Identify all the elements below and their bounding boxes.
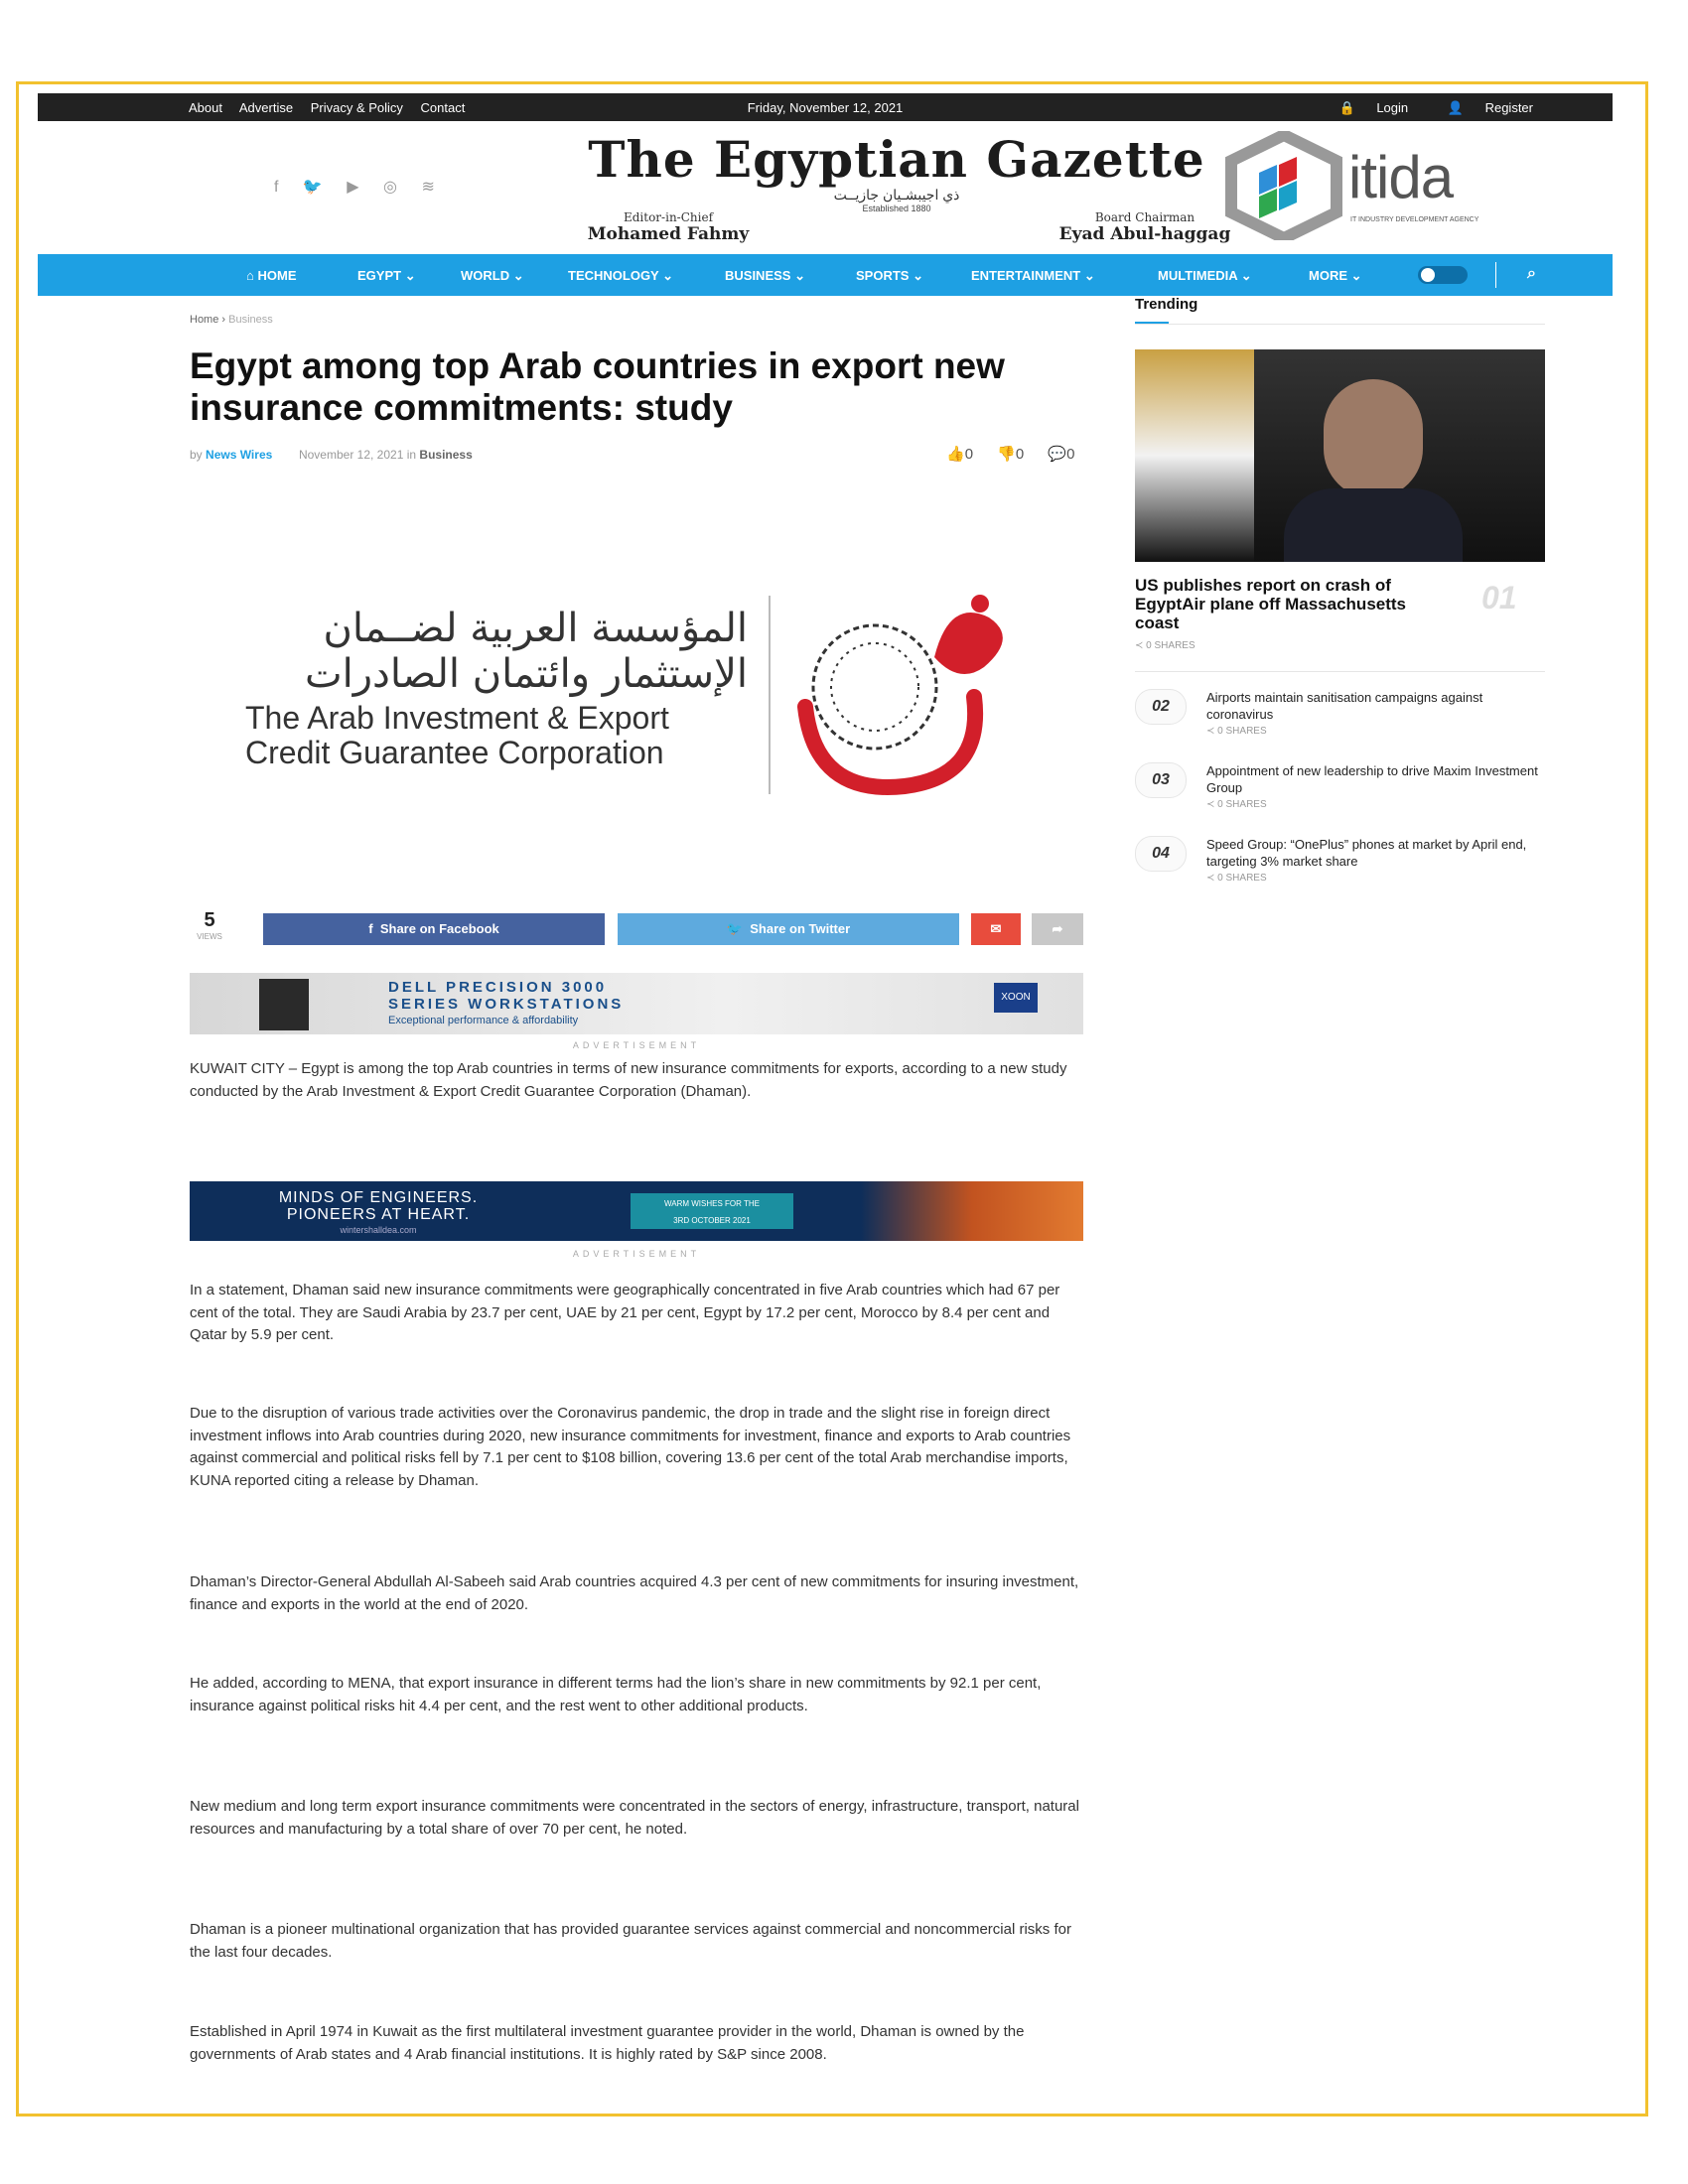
ad2-photo	[861, 1181, 1083, 1241]
nav-more[interactable]	[1309, 268, 1362, 284]
nav-sports-label: SPORTS	[856, 268, 910, 283]
share-count: 0 SHARES	[1217, 726, 1267, 737]
twitter-icon: 🐦	[726, 921, 744, 936]
view-counter	[190, 909, 229, 941]
main-nav	[38, 254, 1613, 296]
ad-label: ADVERTISEMENT	[572, 1249, 701, 1259]
ad2-box-date: 3RD OCTOBER 2021	[673, 1216, 751, 1225]
logo-english-line-1: The Arab Investment & Export	[245, 700, 669, 736]
current-date: Friday, November 12, 2021	[747, 100, 904, 115]
portrait-face	[1324, 379, 1423, 498]
article-paragraph: KUWAIT CITY – Egypt is among the top Arab countries in terms of new insurance commitments for exports, according to a new study conducted by the Arab Investment & Export Credit Guarantee Corporation (Dhaman).	[190, 1060, 1067, 1100]
ad1-title-2: SERIES WORKSTATIONS	[388, 996, 625, 1013]
nav-divider	[1495, 262, 1496, 288]
login-link[interactable]	[1322, 100, 1409, 115]
twitter-icon[interactable]: 🐦	[302, 179, 323, 196]
nav-technology[interactable]	[568, 268, 673, 284]
trending-item-content	[1206, 836, 1545, 887]
envelope-icon: ✉	[990, 921, 1002, 936]
chairman-name: Eyad Abul-haggag	[1058, 224, 1231, 244]
article-paragraph: Established in April 1974 in Kuwait as the first multilateral investment guarantee provider in the world, Dhaman is owned by the governments of Arab states and 4 Arab financial institutions. It is highly rated by S&P since 2008.	[190, 2023, 1025, 2063]
nav-technology-label: TECHNOLOGY	[568, 268, 659, 283]
dark-mode-toggle[interactable]	[1418, 266, 1468, 284]
thumbs-down-icon: 👎	[997, 446, 1016, 463]
like-button[interactable]	[936, 446, 973, 463]
trending-featured-number: 01	[1481, 580, 1517, 615]
trending-divider	[1135, 671, 1545, 672]
comment-icon: 💬	[1048, 446, 1067, 463]
site-title-arabic: ذي اجيبشـيان جازيــت	[833, 187, 960, 203]
established-note: Established 1880	[862, 204, 931, 213]
ad1-brand-badge: XOON	[994, 983, 1038, 1013]
logo-arabic-line-1: المؤسسة العربية لضــمان	[323, 606, 748, 651]
editor-name: Mohamed Fahmy	[587, 224, 750, 244]
search-icon[interactable]: ⌕	[1527, 265, 1536, 282]
nav-more-label: MORE	[1309, 268, 1347, 283]
trending-item-number: 04	[1135, 836, 1187, 872]
ad1-subtitle: Exceptional performance & affordability	[388, 1015, 579, 1026]
breadcrumb-current[interactable]: Business	[228, 314, 273, 326]
ad2-box-text: WARM WISHES FOR THE	[664, 1199, 760, 1208]
article-author[interactable]: News Wires	[206, 448, 273, 462]
itida-hexagon-icon	[1219, 131, 1348, 240]
site-title[interactable]: The Egyptian Gazette	[588, 130, 1205, 189]
trending-item-shares	[1206, 723, 1545, 740]
social-icons	[274, 177, 455, 197]
category-prefix: in	[406, 448, 417, 462]
nav-world[interactable]	[461, 268, 524, 284]
comment-count: 0	[1066, 446, 1075, 463]
trending-underline	[1135, 322, 1169, 324]
editor-label: Editor-in-Chief	[623, 210, 714, 224]
top-bar	[38, 93, 1613, 121]
chevron-down-icon: ⌄	[512, 268, 524, 283]
share-twitter-label: Share on Twitter	[750, 921, 851, 936]
article-paragraph: In a statement, Dhaman said new insurance commitments were geographically concentrated in five Arab countries which had 67 per cent of the total. They are Saudi Arabia by 23.7 per cent, UAE by 21 per cent, Egypt by 17.2 per cent, Morocco by 8.4 per cent and Qatar by 5.9 per cent.	[190, 1282, 1060, 1343]
trending-item-shares	[1206, 796, 1545, 813]
login-label: Login	[1376, 100, 1409, 115]
share-email-button[interactable]	[971, 913, 1021, 945]
ad2-line-2: PIONEERS AT HEART.	[286, 1206, 471, 1223]
ad1-title: DELL PRECISION 3000	[388, 979, 608, 996]
share-icon: ≺	[1206, 799, 1215, 810]
share-facebook-label: Share on Facebook	[379, 921, 499, 936]
article-title: Egypt among top Arab countries in export new insurance commitments: study	[190, 345, 1005, 428]
share-bar	[190, 909, 1083, 945]
nav-egypt-label: EGYPT	[357, 268, 402, 283]
site-header	[38, 121, 1613, 254]
top-link-about[interactable]: About	[189, 100, 222, 115]
board-chairman	[1041, 210, 1249, 244]
nav-business[interactable]	[725, 268, 805, 284]
chevron-down-icon: ⌄	[1240, 268, 1252, 283]
facebook-icon: f	[368, 921, 373, 936]
top-link-contact[interactable]: Contact	[420, 100, 466, 115]
thumbs-up-icon: 👍	[946, 446, 965, 463]
byline-prefix: by	[190, 448, 203, 462]
view-label: VIEWS	[197, 932, 222, 941]
share-count: 0 SHARES	[1146, 640, 1196, 651]
trending-item-content	[1206, 762, 1545, 813]
advertisement-wintershall[interactable]	[190, 1181, 1083, 1241]
breadcrumb-separator-icon: ›	[221, 314, 229, 326]
share-more-button[interactable]	[1032, 913, 1083, 945]
article-date: November 12, 2021	[298, 448, 404, 462]
trending-divider	[1135, 324, 1545, 325]
chevron-down-icon: ⌄	[1350, 268, 1362, 283]
breadcrumb	[190, 314, 273, 326]
trending-item-number: 03	[1135, 762, 1187, 798]
user-icon: 👤	[1447, 100, 1464, 115]
trending-featured-shares	[1135, 640, 1196, 651]
ad2-line-1: MINDS OF ENGINEERS.	[278, 1189, 479, 1206]
dislike-count: 0	[1015, 446, 1025, 463]
trending-item-text[interactable]: Airports maintain sanitisation campaigns against coronavirus	[1206, 690, 1483, 722]
chevron-down-icon: ⌄	[913, 268, 923, 283]
chevron-down-icon: ⌄	[662, 268, 674, 283]
trending-title: Trending	[1135, 296, 1198, 313]
ad2-url: wintershalldea.com	[340, 1225, 417, 1235]
trending-item-number: 02	[1135, 689, 1187, 725]
register-link[interactable]	[1430, 100, 1533, 115]
trending-featured-headline[interactable]: US publishes report on crash of EgyptAir plane off Massachusetts coast	[1135, 576, 1407, 632]
comments-button[interactable]	[1038, 446, 1074, 463]
auth-links	[1304, 100, 1533, 116]
chairman-label: Board Chairman	[1094, 210, 1196, 224]
article-paragraph: New medium and long term export insurance commitments were concentrated in the sectors of energy, infrastructure, transport, natural resources and manufacturing by a total share of over 70 per cent, he noted.	[190, 1798, 1079, 1838]
nav-entertainment[interactable]	[971, 268, 1095, 284]
advertisement-dell[interactable]	[190, 973, 1083, 1034]
moon-icon	[1421, 268, 1435, 282]
nav-business-label: BUSINESS	[725, 268, 791, 283]
itida-subtitle: IT INDUSTRY DEVELOPMENT AGENCY	[1350, 216, 1479, 223]
ad-label: ADVERTISEMENT	[572, 1040, 701, 1050]
breadcrumb-home[interactable]: Home	[190, 314, 219, 326]
logo-divider	[769, 596, 771, 794]
reactions	[926, 445, 1074, 463]
article-paragraph: Dhaman is a pioneer multinational organization that has provided guarantee services against commercial and noncommercial risks for the last four decades.	[190, 1921, 1071, 1961]
share-count: 0 SHARES	[1217, 873, 1267, 884]
register-label: Register	[1484, 100, 1533, 115]
trending-item-shares	[1206, 870, 1545, 887]
nav-egypt[interactable]	[357, 268, 416, 284]
youtube-icon[interactable]: ▶	[347, 179, 359, 196]
featured-image	[190, 566, 1083, 824]
share-count: 0 SHARES	[1217, 799, 1267, 810]
itida-wordmark: itida	[1348, 144, 1454, 210]
logo-english-line-2: Credit Guarantee Corporation	[245, 735, 664, 770]
chevron-down-icon: ⌄	[794, 268, 805, 283]
trending-featured-image[interactable]	[1135, 349, 1545, 562]
trending-item-text[interactable]: Speed Group: “OnePlus” phones at market by April end, targeting 3% market share	[1206, 837, 1527, 869]
share-twitter-button[interactable]	[618, 913, 959, 945]
article-paragraph: He added, according to MENA, that export insurance in different terms had the lion’s share in new commitments by 92.1 per cent, insurance against political risks hit 4.4 per cent, and the rest went to other additional products.	[190, 1675, 1042, 1714]
like-count: 0	[964, 446, 974, 463]
top-link-advertise[interactable]: Advertise	[238, 100, 294, 115]
chevron-down-icon: ⌄	[1083, 268, 1095, 283]
view-count: 5	[204, 909, 215, 931]
home-icon: ⌂	[246, 268, 254, 283]
share-icon: ≺	[1206, 873, 1215, 884]
itida-sponsor-logo[interactable]	[1219, 131, 1557, 240]
trending-item-content	[1206, 689, 1545, 740]
masthead[interactable]	[554, 130, 1239, 244]
share-arrow-icon: ➦	[1052, 921, 1063, 936]
article-paragraph: Due to the disruption of various trade activities over the Coronavirus pandemic, the drop in trade and the slight rise in foreign direct investment inflows into Arab countries during 2020, new insurance commitments for investment, finance and exports to Arab countries against commercial and political risks fell by 7.1 per cent to $108 billion, covering 13.6 per cent of the total Arab merchandise imports, KUNA reported citing a release by Dhaman.	[190, 1405, 1071, 1489]
logo-arabic-line-2: الإستثمار وائتمان الصادرات	[304, 651, 748, 697]
nav-sports[interactable]	[856, 268, 923, 284]
nav-entertainment-label: ENTERTAINMENT	[971, 268, 1081, 283]
nav-world-label: WORLD	[461, 268, 510, 283]
chevron-down-icon: ⌄	[404, 268, 416, 283]
portrait-suit	[1284, 488, 1463, 562]
rss-icon[interactable]: ≋	[421, 179, 435, 196]
lock-icon: 🔒	[1338, 100, 1355, 115]
instagram-icon[interactable]: ◎	[383, 179, 398, 196]
facebook-icon[interactable]: f	[274, 179, 279, 196]
nav-home[interactable]	[246, 268, 296, 283]
top-link-privacy[interactable]: Privacy & Policy	[310, 100, 403, 115]
share-icon: ≺	[1135, 640, 1144, 651]
dhaman-emblem-icon	[785, 588, 1063, 806]
nav-multimedia-label: MULTIMEDIA	[1158, 268, 1238, 283]
trending-item-text[interactable]: Appointment of new leadership to drive Maxim Investment Group	[1206, 763, 1538, 795]
article-meta	[190, 448, 473, 462]
share-icon: ≺	[1206, 726, 1215, 737]
workstation-icon	[259, 979, 309, 1030]
dislike-button[interactable]	[987, 446, 1024, 463]
flag-area	[1135, 349, 1254, 562]
share-facebook-button[interactable]	[263, 913, 605, 945]
article-category[interactable]: Business	[419, 448, 473, 462]
nav-home-label: HOME	[257, 268, 297, 283]
nav-multimedia[interactable]	[1158, 268, 1252, 284]
article-paragraph: Dhaman’s Director-General Abdullah Al-Sabeeh said Arab countries acquired 4.3 per cent of new commitments for insuring investment, finance and exports in the world at the end of 2020.	[190, 1573, 1079, 1613]
editor-in-chief	[574, 210, 763, 244]
ad2-box	[631, 1193, 793, 1229]
